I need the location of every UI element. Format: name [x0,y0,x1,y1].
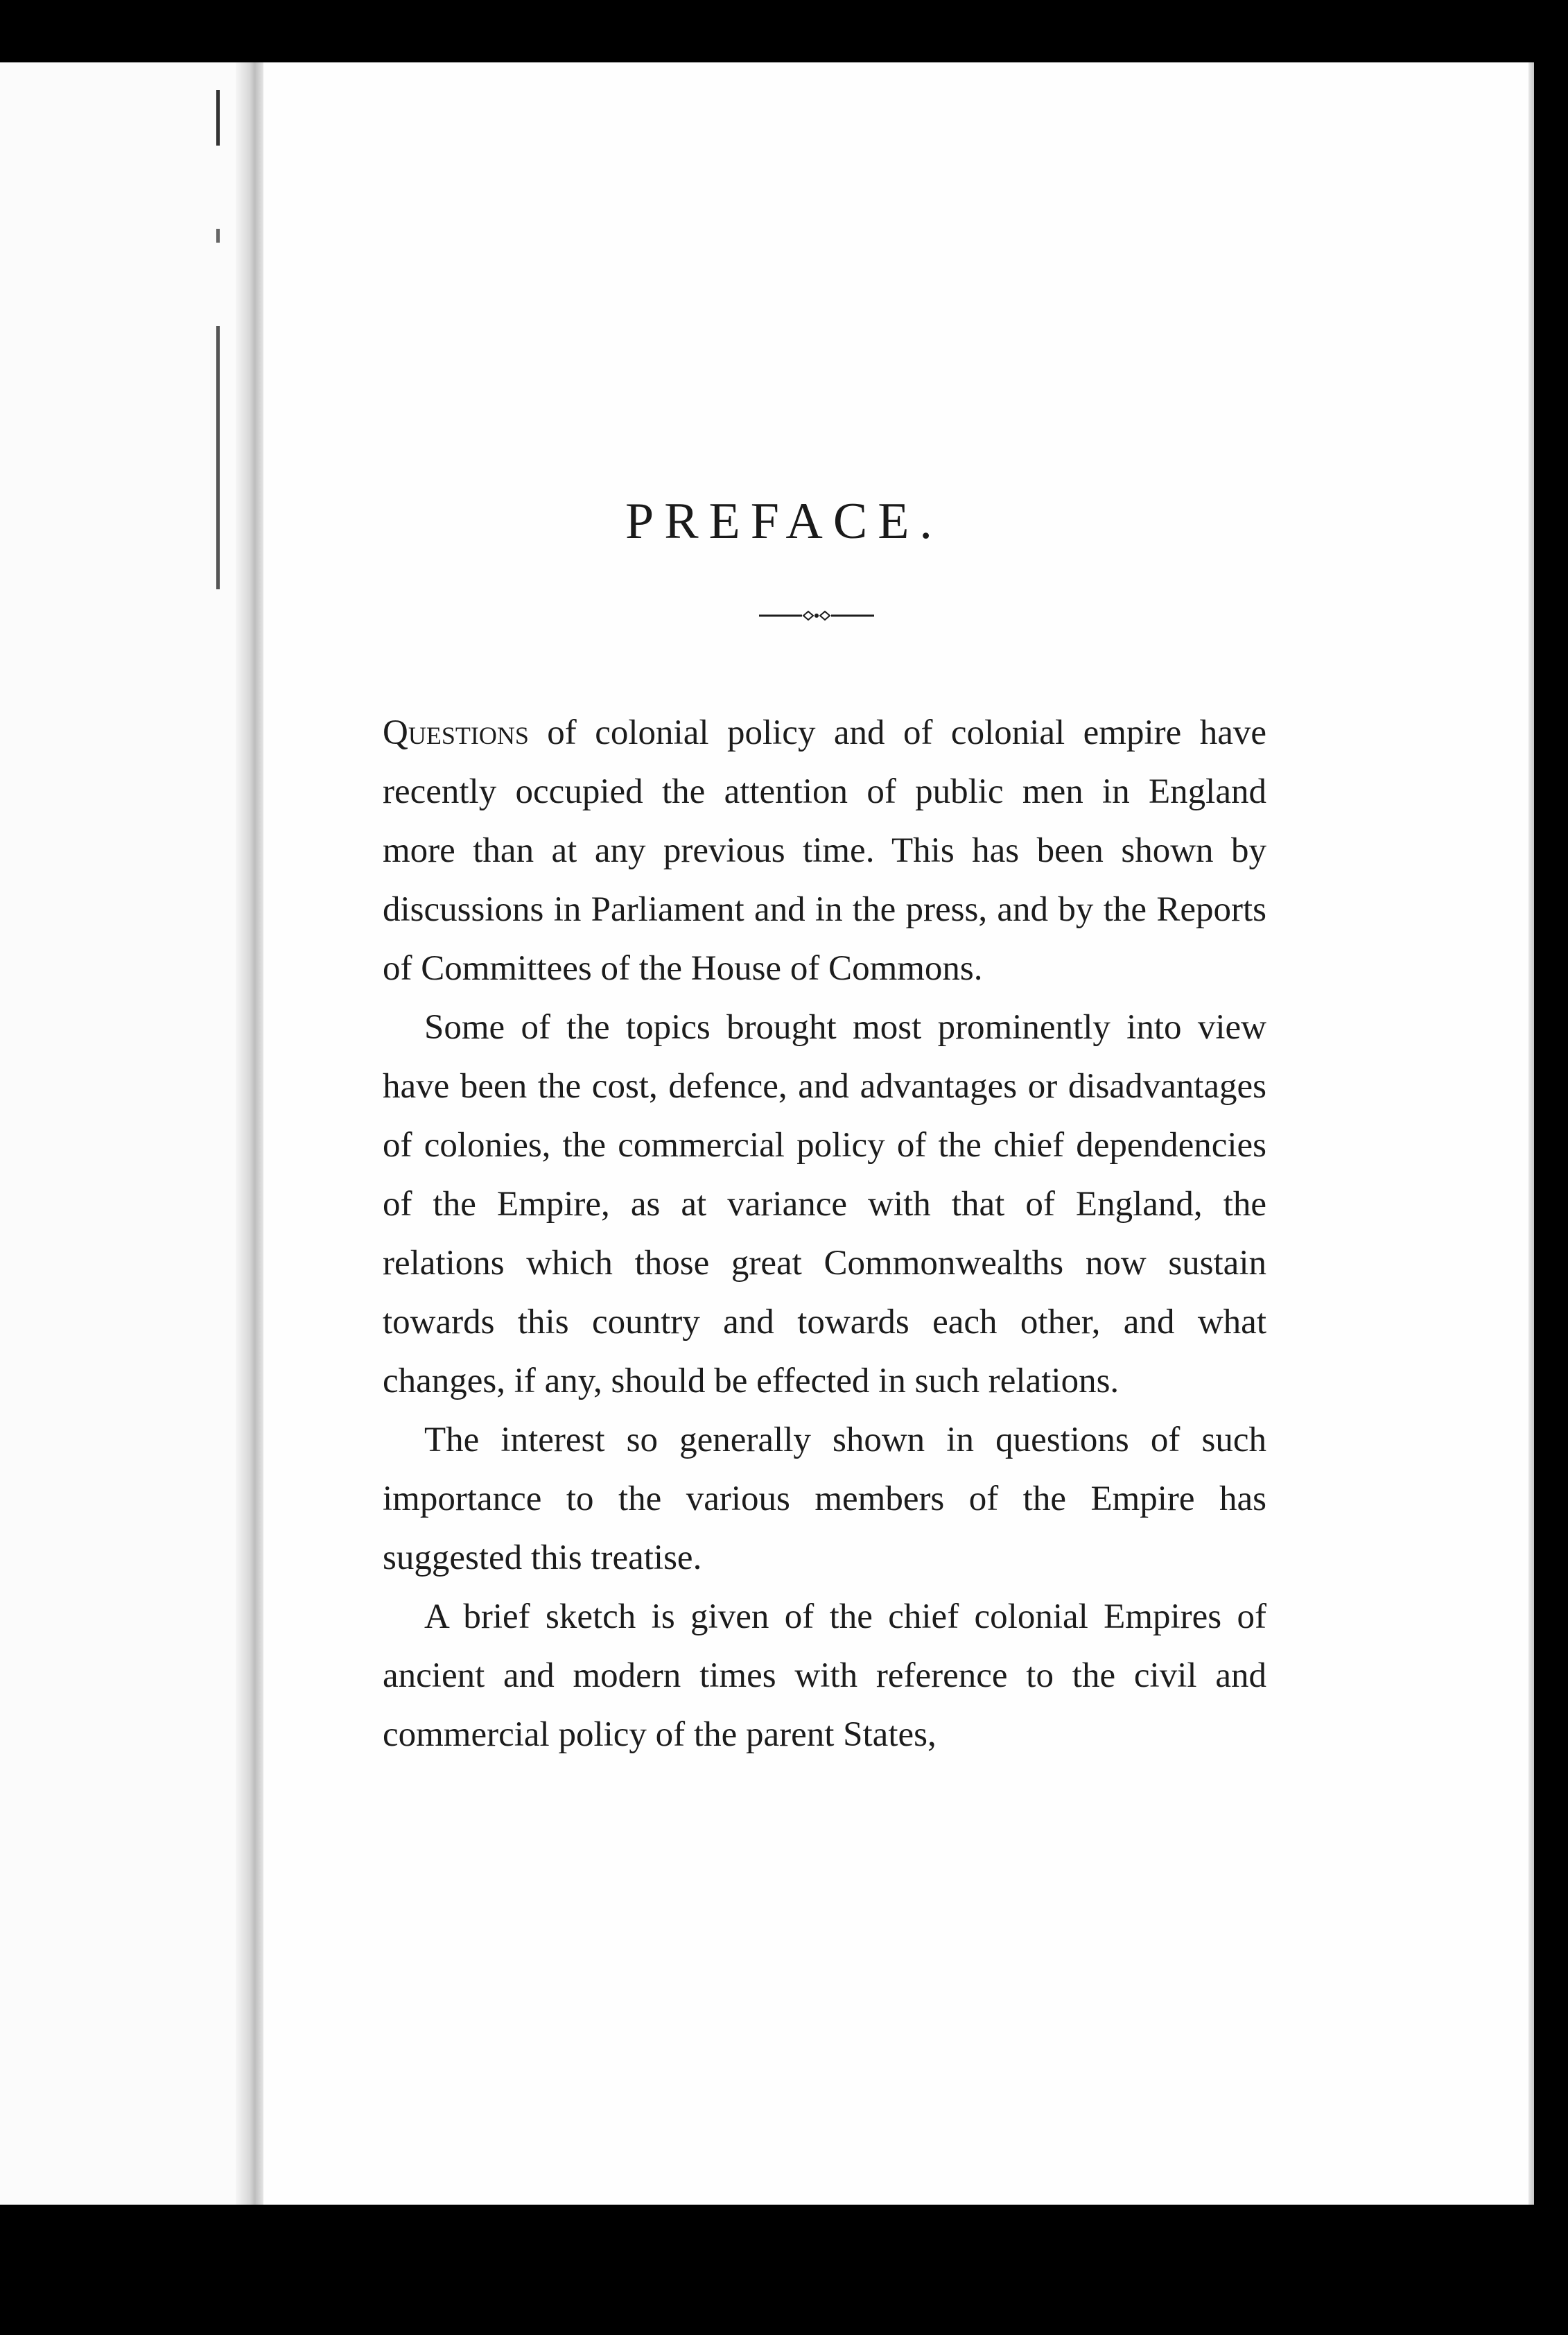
paragraph-3: The interest so generally shown in questions of such importance to the various members of the Empire has suggested this treatise. [383,1421,1266,1577]
paragraph-2: Some of the topics brought most prominently into view have been the cost, defence, and advantages or disadvantages of colonies, the commercial policy of the chief dependencies of the Empire, as at variance with that of England, the relations which those great Commonwealths now sustain towards this country and towards each other, and what changes, if any, should be effected in such relations. [383,1008,1266,1400]
preface-body [383,704,1266,1764]
facing-page-margin-marks [216,90,220,1685]
facing-page-edge [0,62,243,2205]
paragraph-1 [383,704,1266,998]
paragraph-1-text: of colonial policy and of colonial empire have recently occupied the attention of public men in England more than at any previous time. This has been shown by discussions in Parliament and in the press, and by the Reports of Committees of the House of Commons. [383,713,1266,988]
page-title: PREFACE. [625,493,943,550]
page-edge-shadow [1528,62,1534,2205]
paragraph-4: A brief sketch is given of the chief colonial Empires of ancient and modern times with reference to the civil and commercial policy of the parent States, [383,1597,1266,1754]
paragraph-1-lead-word: Questions [383,713,529,752]
title-ornament-icon [759,607,874,624]
